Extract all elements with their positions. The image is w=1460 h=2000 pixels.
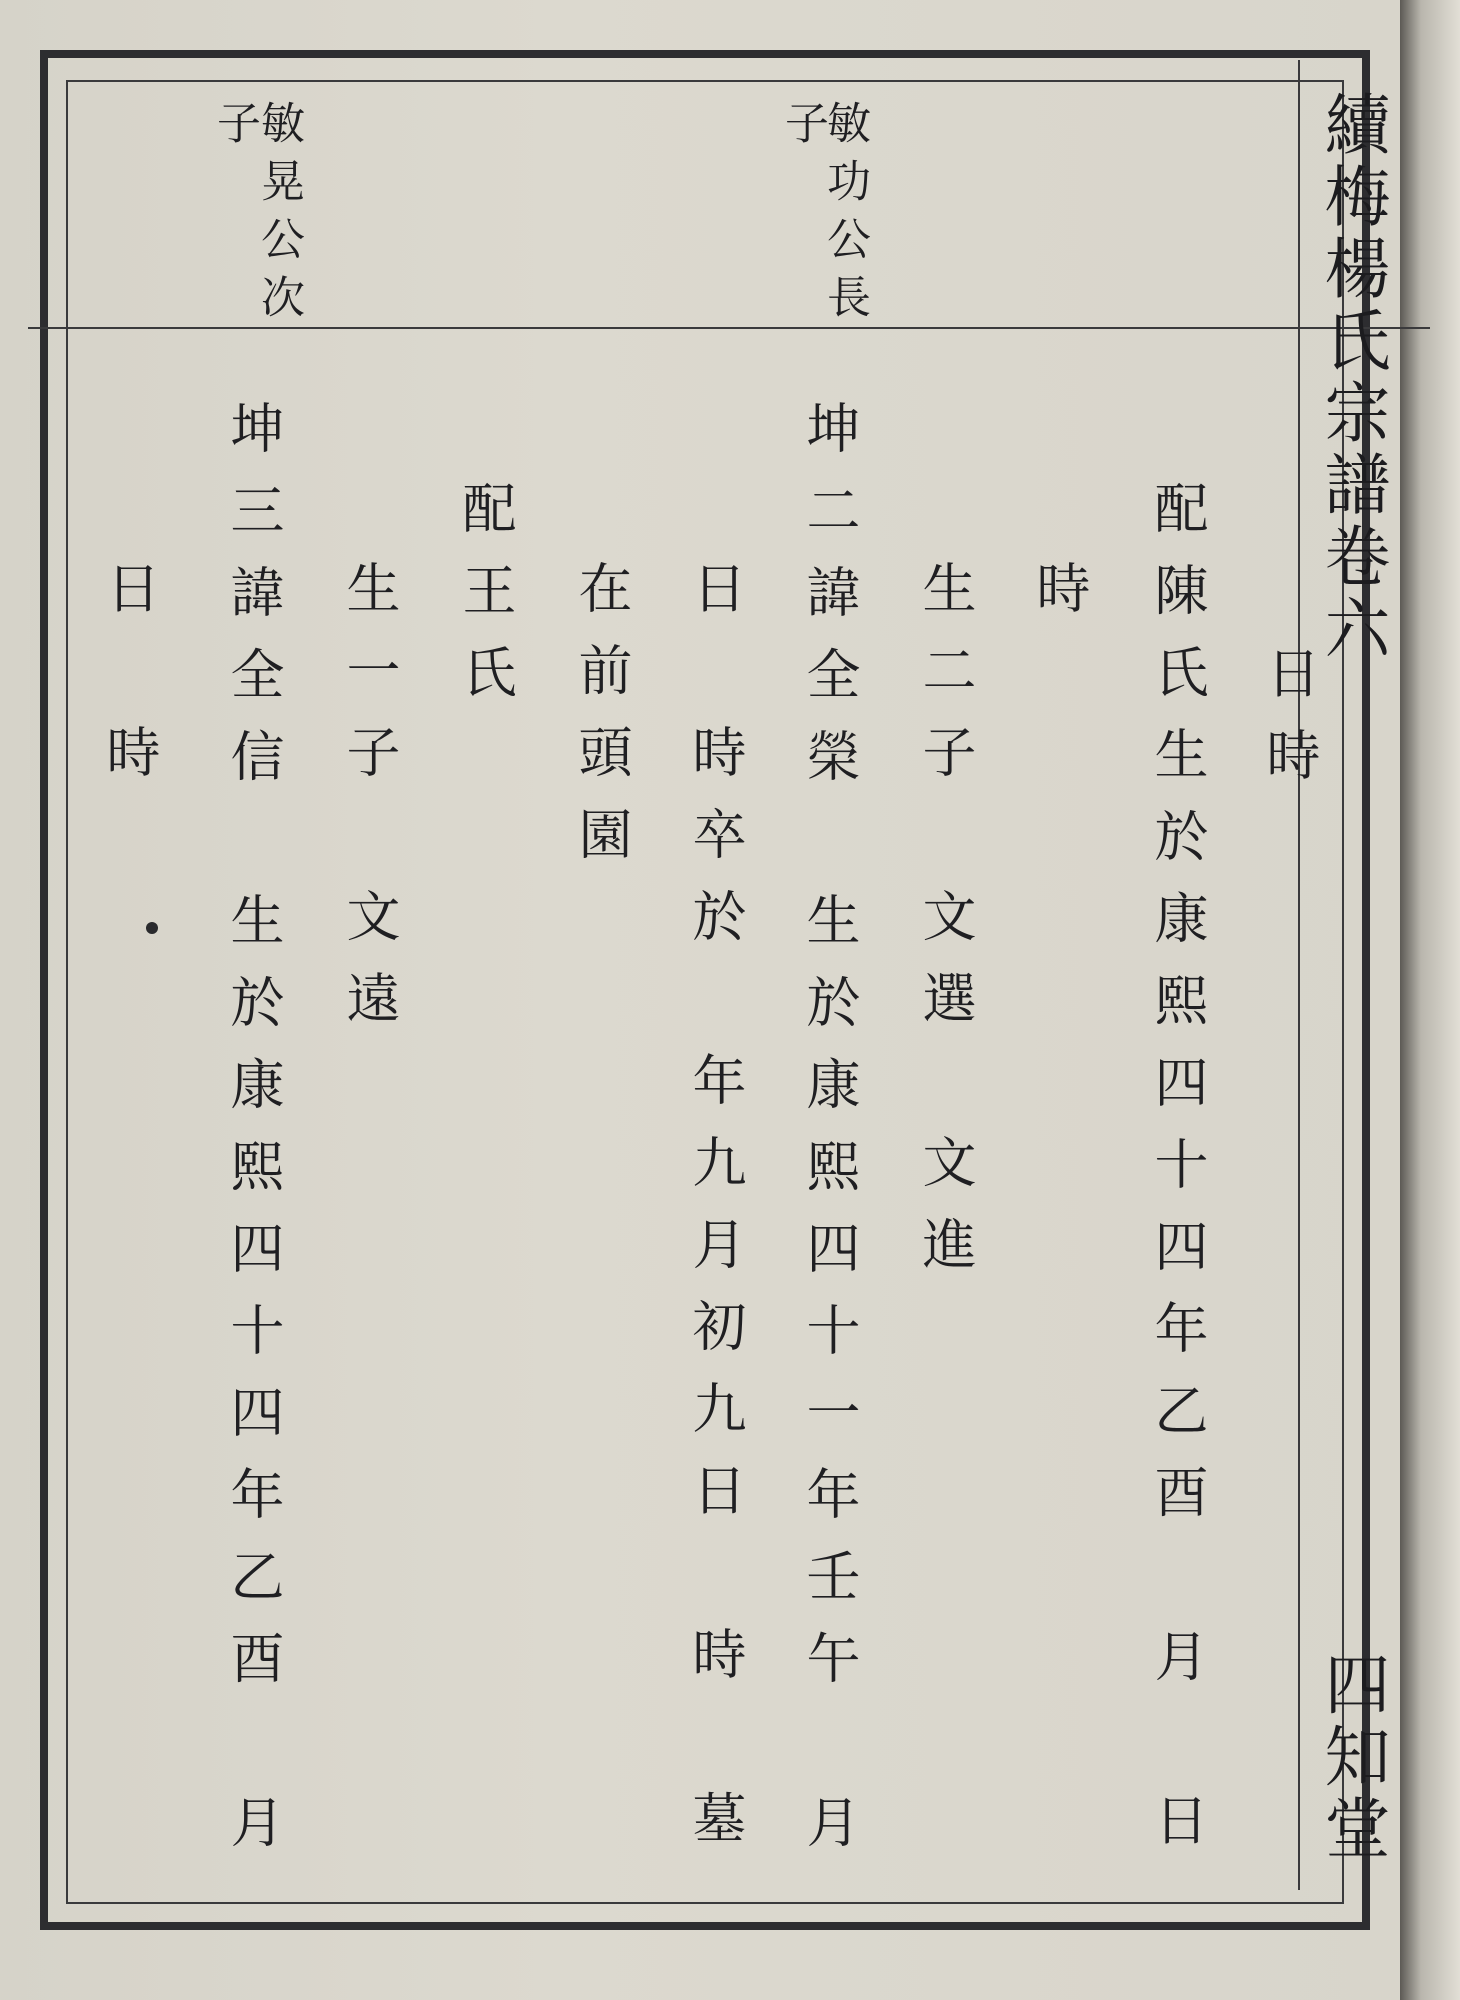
lower-col-10: 坤三諱全信 生於康熙四十四年乙酉 月	[222, 400, 285, 1876]
lower-col-7: 在前頭園	[570, 560, 633, 888]
lower-col-2: 配陳氏生於康熙四十四年乙酉 月 日	[1146, 480, 1209, 1874]
lower-col-4: 生二子 文選 文進	[914, 560, 977, 1298]
upper-col-2: 敏晃公次	[253, 100, 304, 332]
book-spine-edge	[1400, 0, 1460, 2000]
lower-col-3: 時	[1028, 560, 1091, 642]
upper-col-1: 敏功公長	[819, 100, 870, 332]
punctuation-dot	[146, 922, 158, 934]
upper-col-2b: 子	[209, 100, 260, 158]
hall-name: 四知堂	[1313, 1650, 1390, 1866]
register-divider	[28, 327, 1430, 329]
lower-col-8: 配王氏	[454, 480, 517, 726]
lower-col-11: 日 時	[98, 560, 161, 806]
lower-col-5: 坤二諱全榮 生於康熙四十一年壬午 月	[798, 400, 861, 1876]
upper-col-1b: 子	[777, 100, 828, 158]
lower-col-6: 日 時卒於 年九月初九日 時 墓	[684, 560, 747, 1872]
lower-col-9: 生一子 文遠	[338, 560, 401, 1052]
margin-title: 續梅楊氏宗譜卷六	[1313, 90, 1390, 666]
lower-col-1: 日時	[1258, 645, 1321, 809]
margin-column-rule	[1298, 60, 1300, 1890]
